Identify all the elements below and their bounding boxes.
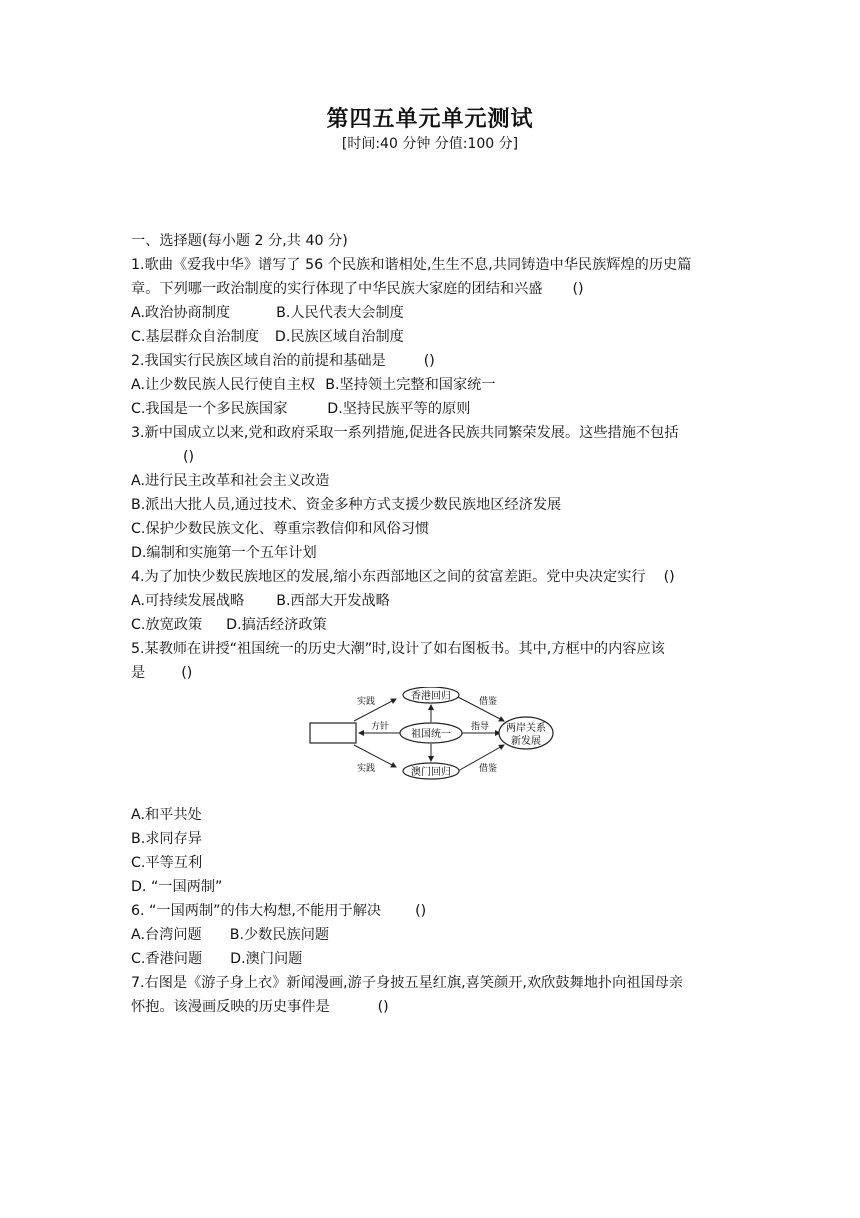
q4-option-d: D.搞活经济政策 (226, 617, 327, 633)
q7-answer-paren: () (377, 999, 389, 1015)
page-subtitle: [时间:40 分钟 分值:100 分] (341, 136, 519, 152)
edge-label-jiejian-top: 借鉴 (478, 697, 498, 707)
q3-answer-paren: () (183, 449, 195, 465)
q2-stem (131, 349, 731, 373)
q2-option-c: C.我国是一个多民族国家 (131, 401, 288, 417)
q4-option-a: A.可持续发展战略 (131, 593, 245, 609)
q7-stem-line1: 7.右图是《游子身上衣》新闻漫画,游子身披五星红旗,喜笑颜开,欢欣鼓舞地扑向祖国母亲 (131, 975, 684, 991)
q1-option-c: C.基层群众自治制度 (131, 329, 259, 345)
section-heading: 一、选择题(每小题 2 分,共 40 分) (131, 233, 348, 249)
q5-stem-text: 是 (131, 665, 146, 681)
page-title: 第四五单元单元测试 (326, 107, 534, 132)
q1-option-b: B.人民代表大会制度 (276, 305, 404, 321)
q6-options-cd (131, 947, 731, 971)
q3-option-d: D.编制和实施第一个五年计划 (131, 545, 317, 561)
q6-option-a: A.台湾问题 (131, 927, 202, 943)
q4-stem (131, 565, 731, 589)
question-body (131, 229, 731, 1019)
q1-option-a: A.政治协商制度 (131, 305, 231, 321)
q5-option-d: D. “一国两制” (131, 879, 223, 895)
unification-diagram (131, 685, 731, 803)
q3-option-a: A.进行民主改革和社会主义改造 (131, 473, 330, 489)
q1-option-d: D.民族区域自治制度 (274, 329, 404, 345)
q6-answer-paren: () (415, 903, 427, 919)
q6-options-ab (131, 923, 731, 947)
q4-option-c: C.放宽政策 (131, 617, 203, 633)
q1-answer-paren: () (572, 281, 584, 297)
q1-stem-line2 (131, 277, 731, 301)
q3-option-b: B.派出大批人员,通过技术、资金多种方式支援少数民族地区经济发展 (131, 497, 562, 513)
q6-stem (131, 899, 731, 923)
q5-option-c: C.平等互利 (131, 855, 203, 871)
answer-box (310, 723, 356, 743)
q4-answer-paren: () (663, 569, 675, 585)
q2-options-cd (131, 397, 731, 421)
center-label: 祖国统一 (411, 729, 451, 740)
q1-options-cd (131, 325, 731, 349)
q7-stem-line2 (131, 995, 731, 1019)
q4-options-cd (131, 613, 731, 637)
q2-answer-paren: () (423, 353, 435, 369)
q3-stem: 3.新中国成立以来,党和政府采取一系列措施,促进各民族共同繁荣发展。这些措施不包括 (131, 425, 679, 441)
q6-option-d: D.澳门问题 (230, 951, 303, 967)
q5-stem-line1: 5.某教师在讲授“祖国统一的历史大潮”时,设计了如右图板书。其中,方框中的内容应该 (131, 641, 665, 657)
q2-options-ab (131, 373, 731, 397)
q6-option-b: B.少数民族问题 (229, 927, 330, 943)
edge-label-shijian-bottom: 实践 (356, 764, 376, 774)
q6-stem-text: 6. “一国两制”的伟大构想,不能用于解决 (131, 903, 382, 919)
q7-stem-text: 怀抱。该漫画反映的历史事件是 (131, 999, 330, 1015)
cross-strait-label-2: 新发展 (511, 736, 541, 747)
hk-label: 香港回归 (411, 691, 451, 702)
cross-strait-label-1: 两岸关系 (506, 723, 546, 734)
macau-label: 澳门回归 (411, 767, 451, 778)
q6-option-c: C.香港问题 (131, 951, 203, 967)
edge-label-fangzhen: 方针 (370, 722, 390, 732)
q5-stem-line2 (131, 661, 731, 685)
q4-option-b: B.西部大开发战略 (276, 593, 390, 609)
q5-option-b: B.求同存异 (131, 831, 202, 847)
q4-stem-text: 4.为了加快少数民族地区的发展,缩小东西部地区之间的贫富差距。党中央决定实行 (131, 569, 646, 585)
q2-option-b: B.坚持领土完整和国家统一 (325, 377, 496, 393)
q1-stem-text: 章。下列哪一政治制度的实行体现了中华民族大家庭的团结和兴盛 (131, 281, 543, 297)
q2-option-a: A.让少数民族人民行使自主权 (131, 377, 316, 393)
q5-answer-paren: () (181, 665, 193, 681)
edge-label-shijian-top: 实践 (356, 697, 376, 707)
q1-options-ab (131, 301, 731, 325)
q3-option-c: C.保护少数民族文化、尊重宗教信仰和风俗习惯 (131, 521, 430, 537)
edge-label-zhidao: 指导 (470, 722, 490, 732)
diagram-svg (308, 687, 558, 795)
edge-label-jiejian-bottom: 借鉴 (478, 764, 498, 774)
q5-option-a: A.和平共处 (131, 807, 202, 823)
q4-options-ab (131, 589, 731, 613)
q2-option-d: D.坚持民族平等的原则 (327, 401, 471, 417)
q1-stem-line1: 1.歌曲《爱我中华》谱写了 56 个民族和谐相处,生生不息,共同铸造中华民族辉煌的历史篇 (131, 257, 692, 273)
q2-stem-text: 2.我国实行民族区域自治的前提和基础是 (131, 353, 386, 369)
q3-paren-line (131, 445, 731, 469)
